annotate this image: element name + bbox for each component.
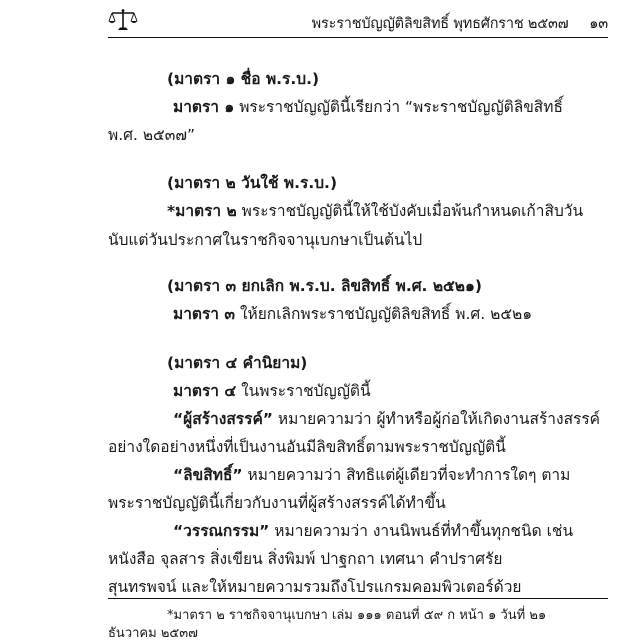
section-label-1: มาตรา ๑ (173, 98, 235, 116)
footnote-divider (108, 598, 608, 599)
definition-3-line-3: สุนทรพจน์ และให้หมายความรวมถึงโปรแกรมคอมพิวเตอร์ด้วย (108, 578, 522, 596)
footnote-line-2: ธันวาคม ๒๕๓๗ (108, 626, 198, 640)
definition-2-line-1: “ลิขสิทธิ์” หมายความว่า สิทธิแต่ผู้เดียวที่จะทำการใดๆ ตาม (173, 466, 571, 484)
definition-term-1: “ผู้สร้างสรรค์” (173, 410, 273, 428)
page-header (108, 6, 608, 36)
section-1-line-1: มาตรา ๑ พระราชบัญญัตินี้เรียกว่า “พระราชบัญญัติลิขสิทธิ์ (173, 98, 563, 116)
section-2-line-1: *มาตรา ๒ พระราชบัญญัตินี้ให้ใช้บังคับเมื่อพ้นกำหนดเก้าสิบวัน (167, 202, 584, 220)
header-title: พระราชบัญญัติลิขสิทธิ์ พุทธศักราช ๒๕๓๗ (311, 16, 569, 32)
section-label-3: มาตรา ๓ (173, 305, 236, 323)
section-label-4: มาตรา ๔ (173, 382, 237, 400)
definition-3-line-2: หนังสือ จุลสาร สิ่งเขียน สิ่งพิมพ์ ปาฐกถา เทศนา คำปราศรัย (108, 550, 503, 568)
section-heading-1: (มาตรา ๑ ชื่อ พ.ร.บ.) (167, 70, 320, 88)
section-heading-3: (มาตรา ๓ ยกเลิก พ.ร.บ. ลิขสิทธิ์ พ.ศ. ๒๕๒๑) (167, 277, 482, 295)
definition-2-line-2: พระราชบัญญัตินี้เกี่ยวกับงานที่ผู้สร้างสรรค์ได้ทำขึ้น (108, 494, 446, 512)
section-heading-4: (มาตรา ๔ คำนิยาม) (167, 354, 308, 372)
scales-of-justice-icon (108, 8, 138, 32)
section-3-line-1: มาตรา ๓ ให้ยกเลิกพระราชบัญญัติลิขสิทธิ์ พ.ศ. ๒๕๒๑ (173, 305, 533, 323)
running-header (312, 12, 608, 35)
definition-term-2: “ลิขสิทธิ์” (173, 466, 243, 484)
definition-1-line-2: อย่างใดอย่างหนึ่งที่เป็นงานอันมีลิขสิทธิ์ตามพระราชบัญญัตินี้ (108, 438, 506, 456)
section-label-2: *มาตรา ๒ (167, 202, 237, 220)
section-4-line-1: มาตรา ๔ ในพระราชบัญญัตินี้ (173, 382, 371, 400)
definition-term-3: “วรรณกรรม” (173, 522, 270, 540)
footnote-line-1: *มาตรา ๒ ราชกิจจานุเบกษา เล่ม ๑๑๑ ตอนที่ ๕๙ ก หน้า ๑ วันที่ ๒๑ (167, 608, 547, 623)
header-divider (108, 37, 608, 38)
definition-1-line-1: “ผู้สร้างสรรค์” หมายความว่า ผู้ทำหรือผู้ก่อให้เกิดงานสร้างสรรค์ (173, 410, 601, 428)
section-1-line-2: พ.ศ. ๒๕๓๗” (108, 126, 196, 144)
section-heading-2: (มาตรา ๒ วันใช้ พ.ร.บ.) (167, 174, 338, 192)
page-number: ๑๓ (589, 16, 608, 32)
definition-3-line-1: “วรรณกรรม” หมายความว่า งานนิพนธ์ที่ทำขึ้นทุกชนิด เช่น (173, 522, 574, 540)
section-2-line-2: นับแต่วันประกาศในราชกิจจานุเบกษาเป็นต้นไป (108, 231, 423, 249)
